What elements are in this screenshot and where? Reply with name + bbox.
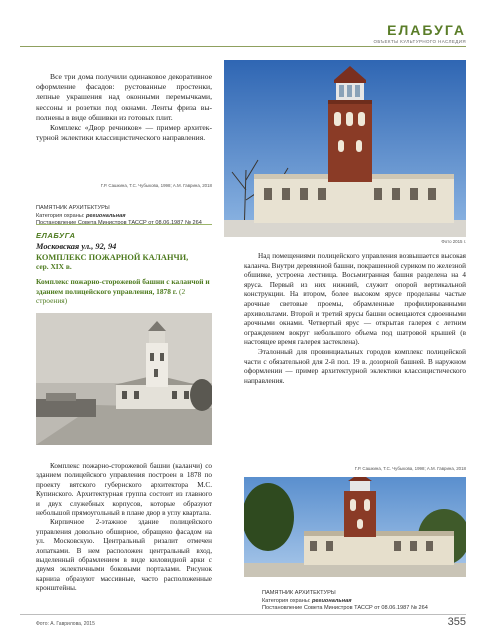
tower-photo-2015 (224, 60, 466, 237)
object-subtitle-text: Комплекс пожарно-сторожевой башни с каланчой и зданием полицейского управления, 1878 г. (36, 277, 210, 296)
right-paragraph-1: Над помещениями полицейского управления возвышается высокая каланча. Внутри деревянной башни, покрашенной суриком по железной обшивке, устроена лестница. Восьмигранная башня разделена на 4 яруса. Первый из них нижний, служит опорой вертикальной конструкции. На втором, более высоком ярусе проделаны частые арочные световые проемы, обрамленные профилированными архивольтами. Второй и третий ярусы башни освещаются сдвоенными арочными окнами. Четвертый ярус — открытая галерея с летним ограждением вокруг небольшого объема под шатровой крышей (в настоящее время галерея застеклена). (244, 252, 466, 347)
right-text-block (244, 252, 466, 386)
intro-paragraph-2: Комплекс «Двор речников» — пример архитектурной эклектики классицистического направления. (36, 123, 212, 143)
header-brand: ЕЛАБУГА (387, 22, 466, 38)
object-century: сер. XIX в. (36, 262, 72, 271)
intro-credit: Г.Р. Сашкина, Т.С. Чубыкова, 1998; А.М. Гаврина, 2018 (100, 183, 212, 188)
bottom-paragraph-2: Кирпичное 2-этажное здание полицейского управления довольно обширное, обращено фасадом на ул. Московскую. Центральный ризалит отмечен лопатками. В нем расположен центральный вход, выделенный обрамлением в виде киловидной арки с двумя эклектичными боковыми порталами. Рисунок карниза образуют массивные, часто расположенные кронштейны. (36, 518, 212, 593)
monument-bottom-decree: Постановление Совета Министров ТАССР от 08.06.1987 № 264 (262, 605, 428, 612)
intro-paragraph-1: Все три дома получили одинаковое декоративное оформление фасадов: рустованные простенки, лепные украшения над оконными перемычками, кессоны и розетки под окнами. Ленты фриза выполнены в виде обшивки из готовых плит. (36, 72, 212, 122)
historic-photo-illustration (36, 313, 212, 445)
historic-photo (36, 313, 212, 445)
header-rule (20, 46, 466, 47)
footer-rule (20, 614, 466, 615)
monument-top-category-value: региональная (86, 212, 126, 219)
monument-info-bottom (262, 590, 472, 613)
monument-top-heading: ПАМЯТНИК АРХИТЕКТУРЫ (36, 205, 110, 211)
bottom-photo-illustration (244, 477, 466, 577)
monument-bottom-category-value: региональная (312, 597, 352, 604)
object-city: ЕЛАБУГА (36, 231, 76, 240)
object-title: КОМПЛЕКС ПОЖАРНОЙ КАЛАНЧИ, (36, 253, 189, 262)
intro-text-block (36, 72, 212, 143)
object-subtitle-note: (2 строения) (36, 286, 186, 306)
monument-bottom-category-label: Категория охраны: (262, 597, 312, 604)
object-title-block (36, 231, 216, 306)
header-subtitle: ОБЪЕКТЫ КУЛЬТУРНОГО НАСЛЕДИЯ (373, 39, 466, 44)
photo-caption-2015: Фото 2015 г. (441, 239, 466, 244)
monument-bottom-category (262, 598, 472, 606)
object-subtitle (36, 277, 216, 306)
object-title-rule (36, 224, 212, 225)
bottom-photo (244, 477, 466, 577)
object-address: Московская ул., 92, 94 (36, 242, 117, 251)
right-paragraph-2: Эталонный для провинциальных городов комплекс полицейской части с обязательной для 2-й пол. 19 в. дозорной башней. В наружном оформлении — пример архитектурной эклектики классицистического направления. (244, 347, 466, 385)
page-number: 355 (447, 616, 466, 628)
footer-photo-credit: Фото: А. Гаврилова, 2015 (36, 621, 95, 627)
bottom-paragraph-1: Комплекс пожарно-сторожевой башни (каланчи) со зданием полицейского управления построен в 1878 по проекту вятского губернского архитектора М.С. Купинского. Архитектурная группа состоит из главного и двух служебных корпусов, которые образуют небольшой прямоугольный в плане двор в углу квартала. (36, 462, 212, 518)
monument-top-category (36, 213, 236, 221)
tower-photo-illustration (224, 60, 466, 237)
monument-top-category-label: Категория охраны: (36, 212, 86, 219)
bottom-text-block (36, 462, 212, 594)
right-credit: Г.Р. Сашкина, Т.С. Чубыкова, 1998; А.М. Гаврина, 2018 (354, 466, 466, 471)
monument-bottom-heading: ПАМЯТНИК АРХИТЕКТУРЫ (262, 590, 336, 596)
